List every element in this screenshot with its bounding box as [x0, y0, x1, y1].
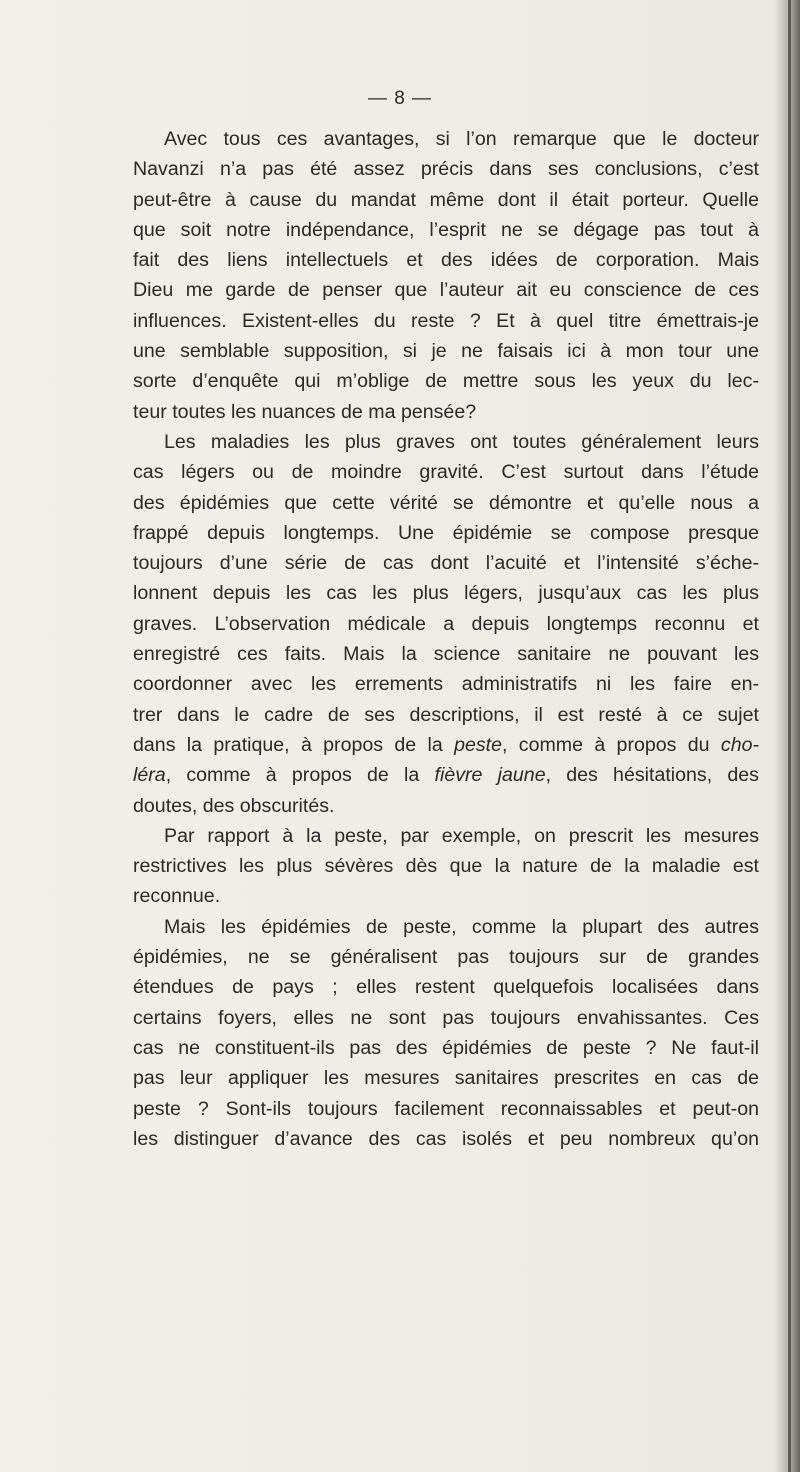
text-line: certains foyers, elles ne sont pas toujours envahissantes. Ces — [133, 1006, 759, 1029]
text-line: que soit notre indépendance, l’esprit ne se dégage pas tout à — [133, 218, 759, 241]
italic-term: cho- — [720, 733, 760, 756]
text-line: fait des liens intellectuels et des idées de corporation. Mais — [133, 249, 759, 272]
text-line: enregistré ces faits. Mais la science sanitaire ne pouvant les — [133, 643, 759, 666]
text-line: épidémies, ne se généralisent pas toujours sur de grandes — [133, 946, 759, 969]
text-line: trer dans le cadre de ses descriptions, il est resté à ce sujet — [133, 703, 759, 726]
text-segment: dans la pratique, à propos de la — [133, 733, 455, 756]
text-segment: , des hésitations, des — [545, 764, 759, 787]
text-line: Les maladies les plus graves ont toutes généralement leurs — [164, 430, 759, 453]
text-line: toujours d’une série de cas dont l’acuité et l’intensité s’éche- — [133, 552, 759, 575]
text-line: peste ? Sont-ils toujours facilement reconnaissables et peut-on — [133, 1097, 759, 1120]
text-line: lonnent depuis les cas les plus légers, jusqu’aux cas les plus — [133, 582, 759, 605]
page-number: — 8 — — [367, 88, 433, 109]
text-line: étendues de pays ; elles restent quelquefois localisées dans — [133, 976, 759, 999]
text-line: teur toutes les nuances de ma pensée? — [133, 400, 477, 423]
text-line: Navanzi n’a pas été assez précis dans ses conclusions, c’est — [133, 158, 759, 181]
text-line: les distinguer d’avance des cas isolés et peu nombreux qu’on — [133, 1127, 759, 1150]
text-line: cas légers ou de moindre gravité. C’est surtout dans l’étude — [133, 461, 759, 484]
page-edge-line — [788, 0, 791, 1472]
text-line: coordonner avec les errements administratifs ni les faire en- — [133, 673, 759, 696]
text-line: influences. Existent-elles du reste ? Et à quel titre émettrais-je — [133, 309, 759, 332]
text-line: graves. L’observation médicale a depuis longtemps reconnu et — [133, 612, 759, 635]
text-line: restrictives les plus sévères dès que la nature de la maladie est — [133, 855, 759, 878]
text-line: sorte d’enquête qui m’oblige de mettre sous les yeux du lec- — [133, 370, 759, 393]
body-text — [133, 124, 759, 1154]
italic-term: fièvre jaune — [434, 764, 546, 787]
text-line — [133, 760, 759, 790]
text-line: Par rapport à la peste, par exemple, on prescrit les mesures — [164, 824, 759, 847]
text-segment: , comme à propos de la — [165, 764, 435, 787]
text-segment: , comme à propos du — [502, 733, 721, 756]
text-line: une semblable supposition, si je ne faisais ici à mon tour une — [133, 340, 759, 363]
page-edge-shadow — [774, 0, 800, 1472]
text-line: Dieu me garde de penser que l’auteur ait eu conscience de ces — [133, 279, 759, 302]
text-line: cas ne constituent-ils pas des épidémies de peste ? Ne faut-il — [133, 1036, 759, 1059]
text-line: doutes, des obscurités. — [133, 794, 335, 817]
text-line — [133, 730, 759, 760]
text-line: des épidémies que cette vérité se démontre et qu’elle nous a — [133, 491, 759, 514]
text-line: reconnue. — [133, 885, 221, 908]
text-line: peut-être à cause du mandat même dont il était porteur. Quelle — [133, 188, 759, 211]
text-line: frappé depuis longtemps. Une épidémie se compose presque — [133, 521, 759, 544]
italic-term: peste — [454, 733, 503, 756]
text-line: Avec tous ces avantages, si l’on remarque que le docteur — [164, 128, 759, 150]
text-line: Mais les épidémies de peste, comme la plupart des autres — [164, 915, 759, 938]
text-line: pas leur appliquer les mesures sanitaires prescrites en cas de — [133, 1067, 759, 1090]
italic-term: léra — [133, 764, 166, 787]
